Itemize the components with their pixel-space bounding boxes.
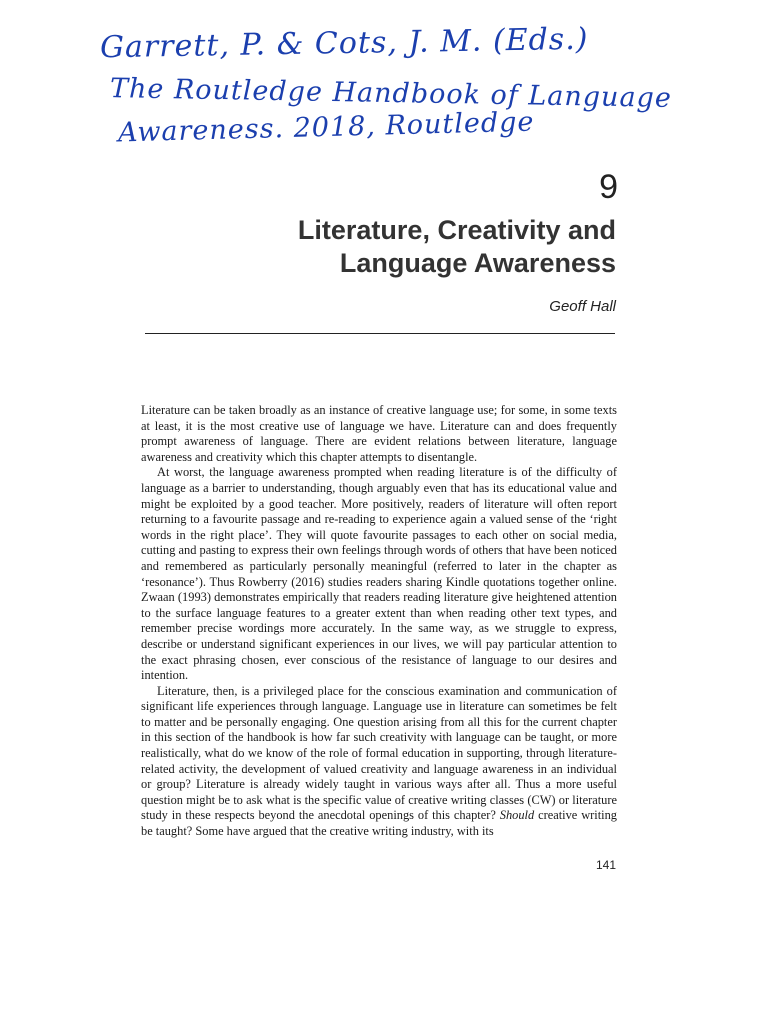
handwritten-line-book-title: The Routledge Handbook of Language — [109, 73, 673, 114]
page-number: 141 — [595, 858, 616, 872]
chapter-title-line-1: Literature, Creativity and — [297, 215, 616, 245]
handwritten-citation-note — [0, 0, 768, 160]
chapter-author: Geoff Hall — [549, 298, 616, 315]
paragraph-text-segment: creative writing be taught? Some have argued that the creative writing industry, with its — [141, 808, 617, 839]
paragraph-text-segment: Literature, then, is a privileged place for the conscious examination and communication of significant life experiences through language. Language use in literature can sometimes be felt to matter and be personally engaging. One question arising from all this for the current chapter in this section of the handbook is how far such creativity with language can be taught, or more realistically, what do we know of the role of formal education in supporting, through literature-related activity, the development of valued creativity and language awareness in an individual or group? Literature is already widely taught in various ways after all. Thus a more useful question might be to ask what is the specific value of creative writing classes (CW) or literature study in these respects beyond the anecdotal openings of this chapter? — [141, 683, 617, 823]
chapter-body-text — [141, 403, 617, 840]
body-paragraph: Literature can be taken broadly as an instance of creative language use; for some, in some texts at least, it is the most creative use of language we have. Literature can and does frequently prompt awareness of language. There are evident relations between literature, language awareness and creativity which this chapter attempts to disentangle. — [141, 403, 617, 464]
chapter-title — [136, 214, 616, 280]
body-paragraph — [141, 684, 617, 840]
body-paragraph: At worst, the language awareness prompted when reading literature is of the difficulty of language as a barrier to understanding, though arguably even that has its educational value and might be exploited by a good teacher. More positively, readers of literature will often report returning to a favourite passage and re-reading to experience again a valued sense of the ‘right words in the right place’. They will quote favourite passages to each other on social media, cutting and pasting to express their own feelings through words of others that have been noticed and remembered as particularly personally meaningful (referred to later in the chapter as ‘resonance’). Thus Rowberry (2016) studies readers sharing Kindle quotations together online. Zwaan (1993) demonstrates empirically that readers reading literature give heightened attention to the surface language features to a greater extent than when reading other text types, and remember precise wordings more accurately. In the same way, as we struggle to express, describe or understand significant experiences in our lives, we will pay particular attention to the exact phrasing chosen, ever conscious of the resistance of language to our desires and intention. — [141, 465, 617, 683]
handwritten-line-publication: Awareness. 2018, Routledge — [117, 106, 535, 149]
emphasized-word: Should — [499, 808, 535, 823]
title-divider-rule — [145, 333, 615, 334]
handwritten-line-editors: Garrett, P. & Cots, J. M. (Eds.) — [99, 21, 589, 66]
chapter-title-line-2: Language Awareness — [339, 248, 616, 278]
chapter-number: 9 — [599, 168, 618, 206]
